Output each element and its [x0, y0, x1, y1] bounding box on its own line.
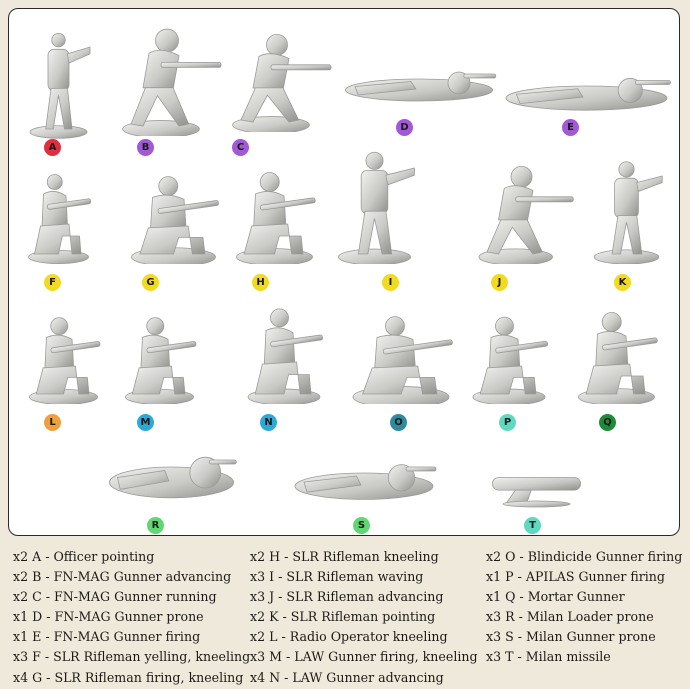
- miniature-figure-s: [289, 449, 439, 509]
- legend-column-3: [486, 547, 682, 668]
- legend-item-e: x1 E - FN-MAG Gunner firing: [13, 629, 201, 645]
- legend-item-h: x2 H - SLR Rifleman kneeling: [250, 549, 439, 564]
- miniature-figure-t: [484, 464, 589, 509]
- miniature-figure-r: [104, 439, 239, 509]
- figure-label-badge-k: K: [614, 274, 631, 291]
- legend-item-g: x4 G - SLR Rifleman firing, kneeling: [13, 669, 244, 685]
- miniature-figure-p: [464, 309, 554, 404]
- miniature-figure-l: [21, 309, 106, 404]
- legend-item-o: x2 O - Blindicide Gunner firing: [486, 549, 683, 564]
- figure-label-badge-o: O: [390, 414, 407, 431]
- legend-item-f: x3 F - SLR Rifleman yelling, kneeling: [13, 649, 251, 665]
- legend-item-m: x3 M - LAW Gunner firing, kneeling: [250, 649, 478, 665]
- legend-item-j: x3 J - SLR Rifleman advancing: [250, 589, 444, 605]
- figure-label-badge-t: T: [524, 517, 541, 534]
- figure-label-badge-g: G: [142, 274, 159, 291]
- figure-label-badge-i: I: [382, 274, 399, 291]
- miniature-figure-a: [21, 24, 96, 139]
- miniatures-legend: [0, 545, 690, 689]
- miniature-figure-q: [569, 304, 664, 404]
- figure-label-badge-r: R: [147, 517, 164, 534]
- miniature-figure-e: [499, 64, 674, 119]
- legend-item-n: x4 N - LAW Gunner advancing: [250, 669, 444, 685]
- miniature-figure-h: [227, 164, 322, 264]
- legend-item-p: x1 P - APILAS Gunner firing: [486, 569, 665, 585]
- figure-label-badge-m: M: [137, 414, 154, 431]
- figure-label-badge-n: N: [260, 414, 277, 431]
- figure-label-badge-a: A: [44, 139, 61, 156]
- miniature-figure-j: [464, 159, 579, 264]
- figure-label-badge-p: P: [499, 414, 516, 431]
- legend-item-q: x1 Q - Mortar Gunner: [486, 589, 625, 605]
- figure-label-badge-e: E: [562, 119, 579, 136]
- legend-item-d: x1 D - FN-MAG Gunner prone: [13, 609, 204, 625]
- figure-label-badge-s: S: [353, 517, 370, 534]
- miniature-figure-k: [584, 154, 669, 264]
- figure-label-badge-h: H: [252, 274, 269, 291]
- miniature-figure-c: [217, 27, 337, 132]
- miniature-figure-b: [107, 21, 227, 136]
- legend-item-c: x2 C - FN-MAG Gunner running: [13, 589, 217, 605]
- legend-item-t: x3 T - Milan missile: [486, 649, 611, 665]
- legend-item-r: x3 R - Milan Loader prone: [486, 609, 654, 625]
- miniature-figure-g: [121, 169, 226, 264]
- figure-label-badge-j: J: [491, 274, 508, 291]
- legend-item-s: x3 S - Milan Gunner prone: [486, 629, 656, 645]
- figure-label-badge-q: Q: [599, 414, 616, 431]
- legend-column-2: [250, 547, 478, 688]
- miniature-figure-i: [327, 144, 422, 264]
- legend-item-l: x2 L - Radio Operator kneeling: [250, 629, 448, 645]
- legend-item-a: x2 A - Officer pointing: [13, 549, 155, 564]
- figure-label-badge-c: C: [232, 139, 249, 156]
- figure-label-badge-b: B: [137, 139, 154, 156]
- miniature-figure-f: [21, 164, 96, 264]
- legend-item-i: x3 I - SLR Rifleman waving: [250, 569, 424, 585]
- miniature-figure-o: [341, 309, 461, 404]
- figure-label-badge-d: D: [396, 119, 413, 136]
- legend-item-k: x2 K - SLR Rifleman pointing: [250, 609, 436, 625]
- figure-label-badge-f: F: [44, 274, 61, 291]
- miniature-figure-n: [239, 299, 329, 404]
- legend-column-1: [13, 547, 250, 688]
- legend-item-b: x2 B - FN-MAG Gunner advancing: [13, 569, 232, 585]
- figure-label-badge-l: L: [44, 414, 61, 431]
- miniature-figure-m: [117, 309, 202, 404]
- miniatures-photo-panel: [8, 8, 680, 536]
- miniature-figure-d: [339, 59, 499, 109]
